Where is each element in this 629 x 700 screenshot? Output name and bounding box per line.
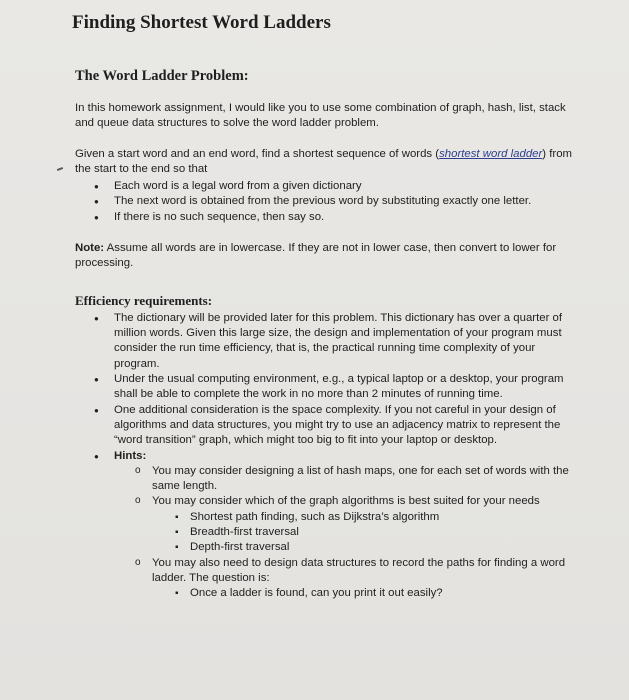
given-text-before: Given a start word and an end word, find a shortest sequence of words (	[75, 148, 440, 160]
hints-item	[114, 449, 579, 602]
hint-text: You may also need to design data structures to record the paths for finding a word ladder. The question is:	[152, 556, 566, 584]
hint-item	[152, 494, 579, 555]
intro-paragraph: In this homework assignment, I would like you to use some combination of graph, hash, list, stack and queue data structures to solve the word ladder problem.	[75, 102, 566, 129]
sub-item: ▪ Depth-first traversal	[190, 540, 579, 555]
list-item: ● One additional consideration is the space complexity. If you not careful in your design of algorithms and data structures, you might try to use an adjacency matrix to represent the “word transition” graph, which might too big to fit into your laptop or desktop.	[114, 403, 579, 449]
note-text: Assume all words are in lowercase. If they are not in lower case, then convert to lower for processing.	[75, 241, 557, 269]
list-item: ● The dictionary will be provided later for this problem. This dictionary has over a quarter of million words. Given this large size, the design and implementation of your program must consider the run time efficiency, that is, the practical running time complexity of your program.	[114, 311, 579, 372]
sub-item: ▪ Shortest path finding, such as Dijkstra’s algorithm	[190, 510, 579, 525]
hint-item	[152, 464, 579, 495]
hint-sublist	[190, 510, 579, 556]
section-title: The Word Ladder Problem:	[75, 68, 249, 84]
efficiency-title: Efficiency requirements:	[75, 292, 213, 308]
note-label: Note:	[75, 241, 105, 254]
hint-item	[152, 556, 579, 602]
hints-list	[152, 464, 579, 602]
sub-item: ▪ Breadth-first traversal	[190, 525, 579, 540]
efficiency-list	[114, 311, 579, 602]
requirements-list	[114, 179, 579, 225]
sub-item: ▪ Once a ladder is found, can you print it out easily?	[190, 586, 579, 601]
list-item: ● Under the usual computing environment, e.g., a typical laptop or a desktop, your program shall be able to complete the work in no more than 2 minutes of running time.	[114, 372, 579, 403]
note-paragraph	[75, 241, 579, 271]
list-item: ● If there is no such sequence, then say so.	[114, 210, 579, 225]
hint-text: You may consider which of the graph algorithms is best suited for your needs	[152, 495, 540, 508]
list-item: ● Each word is a legal word from a given dictionary	[114, 179, 579, 194]
shortest-word-ladder-link[interactable]: shortest word ladder	[439, 148, 543, 160]
hints-label: Hints:	[114, 449, 147, 462]
hint-text: You may consider designing a list of hash maps, one for each set of words with the same length.	[152, 464, 569, 493]
page-title: Finding Shortest Word Ladders	[72, 12, 331, 33]
list-item: ● The next word is obtained from the previous word by substituting exactly one letter.	[114, 194, 579, 209]
hint-sublist	[190, 586, 579, 601]
given-text-after: ) from the start to the end so that	[75, 148, 573, 175]
given-paragraph	[75, 147, 579, 177]
margin-mark	[57, 167, 63, 171]
